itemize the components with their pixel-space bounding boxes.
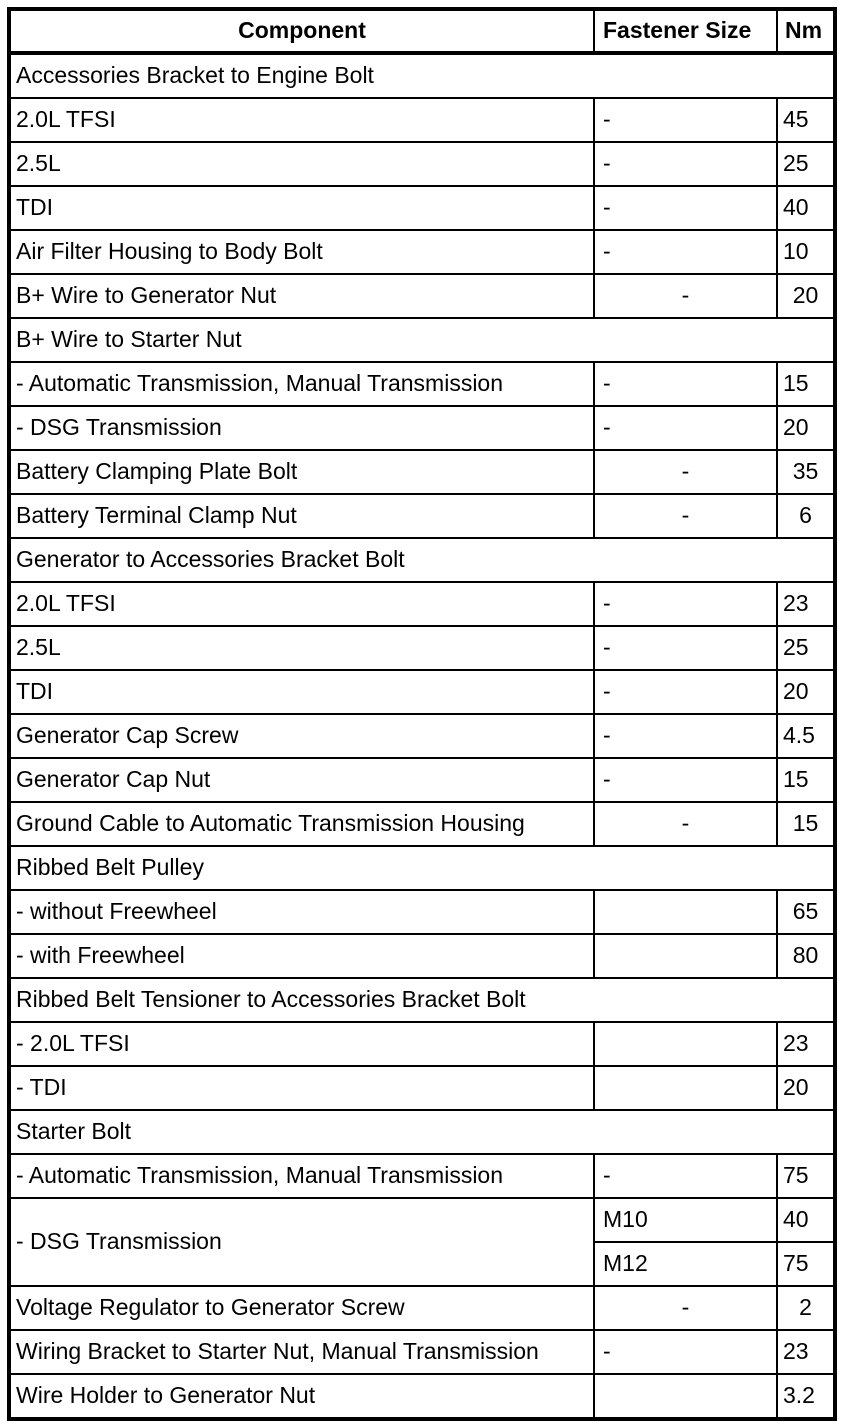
fastener-size-header: Fastener Size <box>594 9 777 53</box>
nm-cell: 20 <box>777 1066 835 1110</box>
table-row <box>9 406 835 450</box>
table-row <box>9 714 835 758</box>
table-row <box>9 758 835 802</box>
fastener-size-cell: - <box>594 142 777 186</box>
fastener-size-cell: M10 <box>594 1198 777 1242</box>
fastener-size-cell: - <box>594 758 777 802</box>
section-row <box>9 846 835 890</box>
component-cell: Wire Holder to Generator Nut <box>9 1374 594 1419</box>
component-cell: B+ Wire to Generator Nut <box>9 274 594 318</box>
component-cell: - without Freewheel <box>9 890 594 934</box>
section-row-label: Ribbed Belt Pulley <box>9 846 835 890</box>
nm-cell: 80 <box>777 934 835 978</box>
table-row <box>9 450 835 494</box>
nm-cell: 6 <box>777 494 835 538</box>
fastener-size-cell: - <box>594 714 777 758</box>
section-row-label: B+ Wire to Starter Nut <box>9 318 835 362</box>
nm-cell: 65 <box>777 890 835 934</box>
torque-spec-table <box>7 7 837 1421</box>
nm-cell: 4.5 <box>777 714 835 758</box>
nm-cell: 3.2 <box>777 1374 835 1419</box>
nm-cell: 25 <box>777 142 835 186</box>
fastener-size-cell <box>594 1066 777 1110</box>
component-header: Component <box>9 9 594 53</box>
component-cell: 2.5L <box>9 626 594 670</box>
component-cell: Battery Clamping Plate Bolt <box>9 450 594 494</box>
component-cell: - Automatic Transmission, Manual Transmission <box>9 362 594 406</box>
fastener-size-cell: M12 <box>594 1242 777 1286</box>
fastener-size-cell: - <box>594 582 777 626</box>
table-row <box>9 802 835 846</box>
section-row <box>9 538 835 582</box>
section-row-label: Starter Bolt <box>9 1110 835 1154</box>
table-row <box>9 934 835 978</box>
component-cell: Generator Cap Screw <box>9 714 594 758</box>
nm-cell: 23 <box>777 1330 835 1374</box>
nm-cell: 23 <box>777 582 835 626</box>
fastener-size-cell <box>594 934 777 978</box>
section-row-label: Ribbed Belt Tensioner to Accessories Bracket Bolt <box>9 978 835 1022</box>
fastener-size-cell: - <box>594 362 777 406</box>
fastener-size-cell: - <box>594 1330 777 1374</box>
component-cell: 2.0L TFSI <box>9 98 594 142</box>
component-cell: - Automatic Transmission, Manual Transmission <box>9 1154 594 1198</box>
fastener-size-cell: - <box>594 626 777 670</box>
fastener-size-cell: - <box>594 230 777 274</box>
fastener-size-cell <box>594 1022 777 1066</box>
nm-cell: 75 <box>777 1154 835 1198</box>
nm-cell: 15 <box>777 362 835 406</box>
table-row <box>9 362 835 406</box>
nm-cell: 20 <box>777 670 835 714</box>
header-row <box>9 9 835 53</box>
table-row <box>9 626 835 670</box>
section-row <box>9 978 835 1022</box>
component-cell: Wiring Bracket to Starter Nut, Manual Transmission <box>9 1330 594 1374</box>
component-cell: Generator Cap Nut <box>9 758 594 802</box>
nm-cell: 25 <box>777 626 835 670</box>
fastener-size-cell: - <box>594 98 777 142</box>
table-row <box>9 582 835 626</box>
component-cell: - 2.0L TFSI <box>9 1022 594 1066</box>
fastener-size-cell <box>594 890 777 934</box>
component-cell: TDI <box>9 670 594 714</box>
component-cell: - DSG Transmission <box>9 1198 594 1286</box>
table-row <box>9 98 835 142</box>
nm-cell: 40 <box>777 186 835 230</box>
fastener-size-cell: - <box>594 802 777 846</box>
fastener-size-cell: - <box>594 1154 777 1198</box>
component-cell: 2.5L <box>9 142 594 186</box>
fastener-size-cell: - <box>594 1286 777 1330</box>
table-row <box>9 1022 835 1066</box>
table-row <box>9 1066 835 1110</box>
section-row <box>9 53 835 98</box>
section-row-label: Accessories Bracket to Engine Bolt <box>9 53 835 98</box>
fastener-size-cell: - <box>594 670 777 714</box>
table-row <box>9 670 835 714</box>
table-row <box>9 186 835 230</box>
nm-cell: 15 <box>777 758 835 802</box>
section-row-label: Generator to Accessories Bracket Bolt <box>9 538 835 582</box>
table-row <box>9 494 835 538</box>
nm-cell: 40 <box>777 1198 835 1242</box>
nm-cell: 10 <box>777 230 835 274</box>
table-row <box>9 1330 835 1374</box>
component-cell: Air Filter Housing to Body Bolt <box>9 230 594 274</box>
section-row <box>9 318 835 362</box>
nm-cell: 2 <box>777 1286 835 1330</box>
table-row <box>9 890 835 934</box>
table-row <box>9 1374 835 1419</box>
component-cell: Voltage Regulator to Generator Screw <box>9 1286 594 1330</box>
table-row <box>9 274 835 318</box>
fastener-size-cell: - <box>594 186 777 230</box>
table-row <box>9 1198 835 1242</box>
component-cell: - DSG Transmission <box>9 406 594 450</box>
nm-cell: 20 <box>777 406 835 450</box>
fastener-size-cell: - <box>594 450 777 494</box>
table-row <box>9 1154 835 1198</box>
fastener-size-cell: - <box>594 274 777 318</box>
table-row <box>9 1286 835 1330</box>
nm-cell: 15 <box>777 802 835 846</box>
nm-cell: 75 <box>777 1242 835 1286</box>
table-row <box>9 142 835 186</box>
component-cell: TDI <box>9 186 594 230</box>
component-cell: - with Freewheel <box>9 934 594 978</box>
table-row <box>9 230 835 274</box>
nm-cell: 23 <box>777 1022 835 1066</box>
section-row <box>9 1110 835 1154</box>
fastener-size-cell <box>594 1374 777 1419</box>
component-cell: Battery Terminal Clamp Nut <box>9 494 594 538</box>
nm-cell: 35 <box>777 450 835 494</box>
nm-cell: 45 <box>777 98 835 142</box>
nm-header: Nm <box>777 9 835 53</box>
fastener-size-cell: - <box>594 406 777 450</box>
component-cell: 2.0L TFSI <box>9 582 594 626</box>
fastener-size-cell: - <box>594 494 777 538</box>
component-cell: Ground Cable to Automatic Transmission Housing <box>9 802 594 846</box>
component-cell: - TDI <box>9 1066 594 1110</box>
nm-cell: 20 <box>777 274 835 318</box>
